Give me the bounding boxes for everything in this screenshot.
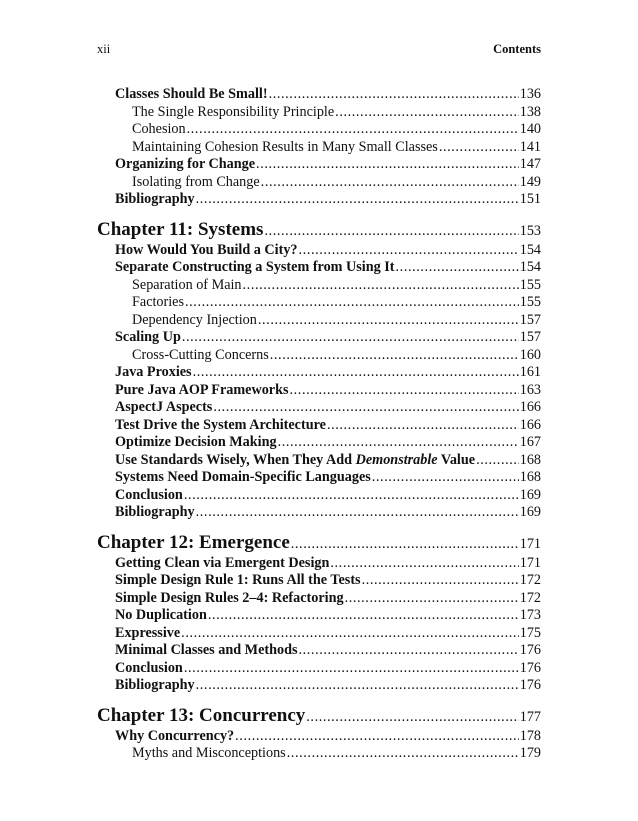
toc-entry[interactable] bbox=[97, 487, 541, 505]
dot-leader bbox=[396, 259, 519, 277]
dot-leader bbox=[196, 504, 519, 522]
dot-leader bbox=[269, 86, 519, 104]
toc-entry-title: Bibliography bbox=[115, 677, 195, 693]
toc-page-number: 166 bbox=[519, 399, 541, 415]
toc-entry-title: Test Drive the System Architecture bbox=[115, 416, 326, 433]
toc-entry[interactable] bbox=[97, 329, 541, 347]
dot-leader bbox=[298, 642, 518, 660]
toc-entry[interactable] bbox=[97, 242, 541, 260]
running-head-title: Contents bbox=[493, 42, 541, 56]
dot-leader bbox=[213, 399, 518, 417]
toc-page-number: 176 bbox=[519, 677, 541, 693]
toc-page-number: 163 bbox=[519, 381, 541, 398]
toc-entry-title: The Single Responsibility Principle bbox=[132, 103, 335, 120]
toc-entry-title bbox=[115, 452, 475, 470]
dot-leader bbox=[306, 706, 518, 728]
toc-entry[interactable] bbox=[97, 399, 541, 417]
toc-page-number: 172 bbox=[519, 572, 541, 588]
toc-entry[interactable] bbox=[97, 607, 541, 625]
toc-entry[interactable] bbox=[97, 312, 541, 330]
toc-entry-title-part: Value bbox=[437, 451, 476, 468]
toc-entry-title: How Would You Build a City? bbox=[115, 241, 298, 258]
toc-entry[interactable] bbox=[97, 504, 541, 522]
dot-leader bbox=[270, 347, 519, 365]
toc-entry-title: Separate Constructing a System from Using It bbox=[115, 259, 395, 275]
toc-entry-title: Isolating from Change bbox=[132, 173, 260, 190]
toc-entry-title: Conclusion bbox=[115, 659, 183, 676]
dot-leader bbox=[372, 469, 519, 487]
toc-chapter-entry[interactable] bbox=[97, 705, 541, 727]
toc-page-number: 154 bbox=[519, 259, 541, 275]
toc-page-number: 176 bbox=[519, 659, 541, 676]
toc-entry-title: Getting Clean via Emergent Design bbox=[115, 554, 330, 571]
dot-leader bbox=[196, 677, 519, 695]
page-folio: xii bbox=[97, 42, 111, 56]
toc-entry-title: No Duplication bbox=[115, 607, 207, 623]
toc-entry[interactable] bbox=[97, 191, 541, 209]
toc-entry-title: Maintaining Cohesion Results in Many Small Classes bbox=[132, 138, 438, 155]
toc-entry-title: Simple Design Rules 2–4: Refactoring bbox=[115, 589, 344, 606]
toc-page-number: 166 bbox=[519, 416, 541, 433]
dot-leader bbox=[187, 121, 519, 139]
toc-entry[interactable] bbox=[97, 625, 541, 643]
dot-leader bbox=[243, 277, 519, 295]
toc-entry-title: Factories bbox=[132, 294, 185, 310]
toc-page-number: 169 bbox=[519, 486, 541, 503]
toc-entry-title: Cross-Cutting Concerns bbox=[132, 346, 269, 363]
dot-leader bbox=[330, 555, 518, 573]
toc-entry[interactable] bbox=[97, 677, 541, 695]
toc-page-number: 168 bbox=[519, 451, 541, 468]
dot-leader bbox=[299, 242, 519, 260]
toc-page-number: 149 bbox=[519, 173, 541, 190]
toc-page-number: 167 bbox=[519, 434, 541, 450]
toc-entry-title: Dependency Injection bbox=[132, 311, 257, 328]
dot-leader bbox=[476, 452, 519, 470]
toc-page-number: 136 bbox=[519, 86, 541, 102]
toc-entry-title: Expressive bbox=[115, 624, 181, 641]
toc-entry-title: Scaling Up bbox=[115, 329, 181, 345]
dot-leader bbox=[208, 607, 519, 625]
toc-entry[interactable] bbox=[97, 642, 541, 660]
dot-leader bbox=[261, 174, 519, 192]
dot-leader bbox=[235, 728, 519, 746]
toc-entry[interactable] bbox=[97, 104, 541, 122]
toc-page-number: 157 bbox=[519, 311, 541, 328]
toc-page-number: 138 bbox=[519, 103, 541, 120]
dot-leader bbox=[287, 745, 519, 763]
toc-entry-title: Minimal Classes and Methods bbox=[115, 642, 298, 658]
toc-page-number: 179 bbox=[519, 745, 541, 761]
toc-entry-title: Java Proxies bbox=[115, 364, 192, 380]
toc-entry-title: Organizing for Change bbox=[115, 156, 256, 172]
toc-entry-title: Optimize Decision Making bbox=[115, 434, 277, 450]
toc-entry-title: Pure Java AOP Frameworks bbox=[115, 381, 289, 398]
toc-entry-title: Systems Need Domain-Specific Languages bbox=[115, 469, 371, 485]
toc-entry-title: Chapter 12: Emergence bbox=[97, 531, 290, 553]
dot-leader bbox=[278, 434, 519, 452]
toc-entry[interactable] bbox=[97, 590, 541, 608]
toc-entry[interactable] bbox=[97, 417, 541, 435]
toc-entry-title-part: Use Standards Wisely, When They Add bbox=[115, 451, 356, 468]
dot-leader bbox=[345, 590, 519, 608]
toc-page-number: 175 bbox=[519, 624, 541, 641]
toc-page-number: 157 bbox=[519, 329, 541, 345]
dot-leader bbox=[256, 156, 519, 174]
toc-page-number: 172 bbox=[519, 589, 541, 606]
toc-entry-title: Conclusion bbox=[115, 486, 183, 503]
toc-chapter-entry[interactable] bbox=[97, 532, 541, 554]
toc-entry-title: Myths and Misconceptions bbox=[132, 745, 286, 761]
toc-page-number: 153 bbox=[519, 222, 541, 239]
toc-entry[interactable] bbox=[97, 174, 541, 192]
toc-entry[interactable] bbox=[97, 555, 541, 573]
dot-leader bbox=[362, 572, 519, 590]
toc-entry-title: AspectJ Aspects bbox=[115, 399, 213, 415]
toc-entry-title: Cohesion bbox=[132, 121, 186, 137]
dot-leader bbox=[184, 487, 519, 505]
dot-leader bbox=[181, 625, 519, 643]
running-head bbox=[97, 42, 541, 58]
toc-page-number: 141 bbox=[519, 138, 541, 155]
toc-entry[interactable] bbox=[97, 745, 541, 763]
toc-entry-title: Why Concurrency? bbox=[115, 727, 235, 744]
toc-entry[interactable] bbox=[97, 728, 541, 746]
dot-leader bbox=[193, 364, 519, 382]
toc-entry[interactable] bbox=[97, 86, 541, 104]
toc-entry[interactable] bbox=[97, 259, 541, 277]
dot-leader bbox=[182, 329, 519, 347]
toc-page-number: 173 bbox=[519, 607, 541, 623]
toc-page-number: 176 bbox=[519, 642, 541, 658]
toc-entry[interactable] bbox=[97, 347, 541, 365]
toc-page-number: 171 bbox=[519, 554, 541, 571]
toc-entry[interactable] bbox=[97, 572, 541, 590]
dot-leader bbox=[335, 104, 519, 122]
dot-leader bbox=[185, 294, 519, 312]
toc-page-number: 154 bbox=[519, 241, 541, 258]
dot-leader bbox=[291, 533, 519, 555]
toc-entry[interactable] bbox=[97, 121, 541, 139]
toc-page-number: 147 bbox=[519, 156, 541, 172]
dot-leader bbox=[196, 191, 519, 209]
toc-page-number: 160 bbox=[519, 346, 541, 363]
toc-page-number: 161 bbox=[519, 364, 541, 380]
toc-entry-title-emphasis: Demonstrable bbox=[355, 451, 438, 468]
toc-page-number: 169 bbox=[519, 504, 541, 520]
toc-page-number: 155 bbox=[519, 276, 541, 293]
toc-entry[interactable] bbox=[97, 364, 541, 382]
toc-entry[interactable] bbox=[97, 434, 541, 452]
dot-leader bbox=[184, 660, 519, 678]
toc-entry-title: Bibliography bbox=[115, 191, 195, 207]
toc-entry-title: Chapter 11: Systems bbox=[97, 218, 264, 240]
dot-leader bbox=[258, 312, 519, 330]
dot-leader bbox=[327, 417, 519, 435]
toc-entry[interactable] bbox=[97, 139, 541, 157]
toc-entry[interactable] bbox=[97, 469, 541, 487]
toc-entry[interactable] bbox=[97, 277, 541, 295]
toc-page-number: 177 bbox=[519, 708, 541, 725]
toc-page-number: 155 bbox=[519, 294, 541, 310]
dot-leader bbox=[264, 220, 518, 242]
toc-entry[interactable] bbox=[97, 294, 541, 312]
toc-page-number: 178 bbox=[519, 727, 541, 744]
toc-entry-title: Bibliography bbox=[115, 504, 195, 520]
toc-page-number: 140 bbox=[519, 121, 541, 137]
toc-chapter-entry[interactable] bbox=[97, 219, 541, 241]
dot-leader bbox=[290, 382, 519, 400]
toc-page-number: 151 bbox=[519, 191, 541, 207]
toc-entry-title: Separation of Main bbox=[132, 276, 242, 293]
toc-entry[interactable] bbox=[97, 660, 541, 678]
toc-entry[interactable] bbox=[97, 452, 541, 470]
toc-entry-title: Simple Design Rule 1: Runs All the Tests bbox=[115, 572, 361, 588]
toc-entry-title: Chapter 13: Concurrency bbox=[97, 704, 306, 726]
toc-page-number: 171 bbox=[519, 535, 541, 552]
toc-page-number: 168 bbox=[519, 469, 541, 485]
table-of-contents bbox=[97, 86, 541, 763]
toc-entry[interactable] bbox=[97, 382, 541, 400]
toc-entry-title: Classes Should Be Small! bbox=[115, 86, 268, 102]
toc-entry[interactable] bbox=[97, 156, 541, 174]
dot-leader bbox=[439, 139, 519, 157]
